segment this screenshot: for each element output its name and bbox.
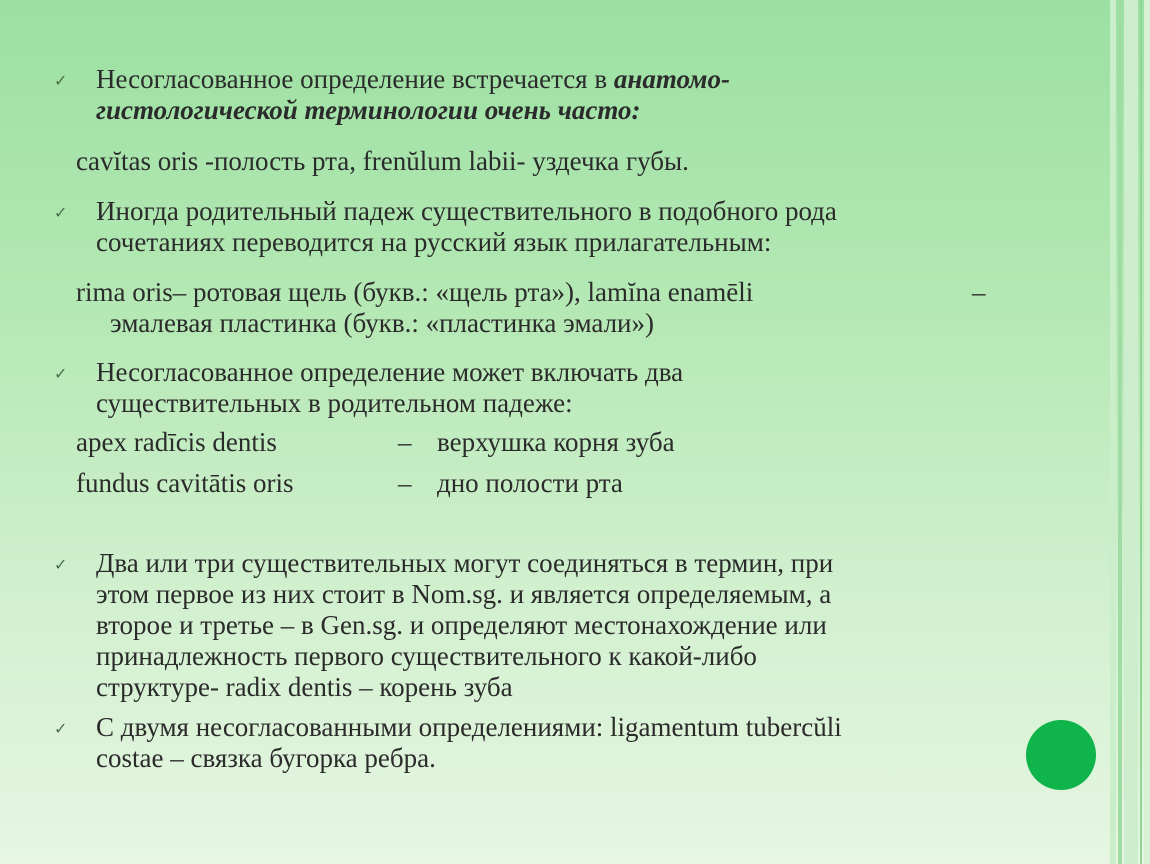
decor-green-circle	[1026, 720, 1096, 790]
bullet-5-line-1: С двумя несогласованными определениями: ligamentum tubercŭli	[96, 712, 842, 742]
bullet-1-line-1	[96, 64, 730, 95]
bullet-2-line-2: сочетаниях переводится на русский язык прилагательным:	[96, 227, 772, 257]
bullet-4-line-3: второе и третье – в Gen.sg. и определяют местонахождение или	[96, 610, 827, 640]
check-icon: ✓	[54, 719, 68, 738]
example-3-latin: apex radīcis dentis	[76, 427, 277, 457]
decor-stripe	[1124, 0, 1138, 864]
check-icon: ✓	[54, 71, 68, 90]
bullet-5-line-2: costae – связка бугорка ребра.	[96, 743, 436, 773]
example-2-line-1: rima oris– ротовая щель (букв.: «щель рта»), lamĭna enamēli	[76, 277, 754, 307]
check-icon: ✓	[54, 364, 68, 383]
bullet-1-emphasis: анатомо-	[613, 64, 730, 94]
example-4-dash: –	[398, 468, 412, 498]
bullet-4-line-1: Два или три существительных могут соединяться в термин, при	[96, 548, 834, 578]
check-icon: ✓	[54, 203, 68, 222]
example-4-translation: дно полости рта	[437, 468, 623, 498]
check-icon: ✓	[54, 555, 68, 574]
bullet-1-line-2: гистологической терминологии очень часто:	[96, 95, 641, 125]
bullet-4-line-2: этом первое из них стоит в Nom.sg. и является определяемым, а	[96, 579, 832, 609]
bullet-2-line-1: Иногда родительный падеж существительного в подобного рода	[96, 196, 837, 226]
bullet-4-line-4: принадлежность первого существительного к какой-либо	[96, 641, 757, 671]
example-2-line-2: эмалевая пластинка (букв.: «пластинка эмали»)	[110, 308, 654, 338]
example-3-translation: верхушка корня зуба	[437, 427, 675, 457]
decor-stripe	[1118, 0, 1122, 864]
decor-stripe	[1110, 0, 1116, 864]
bullet-4-line-5: структуре- radix dentis – корень зуба	[96, 672, 513, 702]
bullet-1-text: Несогласованное определение встречается в	[96, 64, 614, 94]
bullet-3-line-2: существительных в родительном падеже:	[96, 388, 573, 418]
decor-stripe	[1144, 0, 1150, 864]
bullet-3-line-1: Несогласованное определение может включать два	[96, 357, 684, 387]
example-2-dash: –	[972, 277, 986, 307]
example-4-latin: fundus cavitātis oris	[76, 468, 294, 498]
example-1: cavĭtas oris -полость рта, frenŭlum labii- уздечка губы.	[76, 146, 689, 176]
decor-stripe	[1140, 0, 1142, 864]
example-3-dash: –	[398, 427, 412, 457]
